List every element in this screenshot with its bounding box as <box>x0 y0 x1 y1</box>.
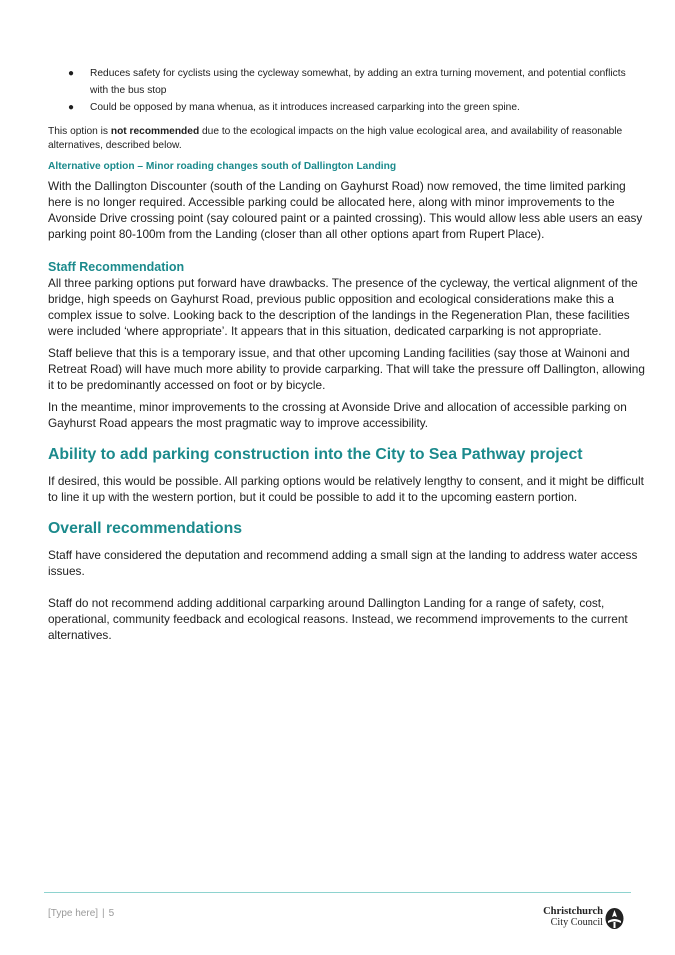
footer-divider <box>44 892 631 893</box>
alternative-option-text: With the Dallington Discounter (south of the Landing on Gayhurst Road) now removed, the time limited parking here is no longer required. Accessible parking could be allocated here, along with minor improvements to the Avonside Drive crossing point (say coloured paint or a painted crossing). This would allow less able users an easy parking point 80-100m from the Landing (closer than all other options apart from Rupert Place). <box>48 178 643 241</box>
page-number: 5 <box>108 908 115 919</box>
paragraph: In the meantime, minor improvements to the crossing at Avonside Drive and allocation of accessible parking on Gayhurst Road appears the most pragmatic way to improve accessibility. <box>48 399 627 430</box>
paragraph: Staff have considered the deputation and recommend adding a small sign at the landing to address water access issues. <box>48 547 638 578</box>
list-item: ● Could be opposed by mana whenua, as it introduces increased carparking into the green spine. <box>48 100 645 117</box>
logo-line1: Christchurch <box>543 906 603 917</box>
footer-separator: | <box>102 908 105 919</box>
footer-placeholder: [Type here] <box>48 908 99 919</box>
paragraph: All three parking options put forward have drawbacks. The presence of the cycleway, the vertical alignment of the bridge, high speeds on Gayhurst Road, previous public opposition and ecological considerations make this a complex issue to solve. Looking back to the description of the landings in the Regeneration Plan, these facilities were included ‘where appropriate’. It appears that in this situation, dedicated carparking is not appropriate. <box>48 275 638 338</box>
cathedral-emblem-icon <box>604 907 625 930</box>
bullet-icon: ● <box>68 102 75 113</box>
alternative-option-heading: Alternative option – Minor roading changes south of Dallington Landing <box>48 160 397 172</box>
main-content <box>48 66 645 643</box>
paragraph: Staff do not recommend adding additional carparking around Dallington Landing for a range of safety, cost, operational, community feedback and ecological reasons. Instead, we recommend improvements to the current alternatives. <box>48 595 628 642</box>
pathway-section-heading: Ability to add parking construction into the City to Sea Pathway project <box>48 445 583 463</box>
bullet-icon: ● <box>68 68 75 79</box>
emphasis-text: not recommended <box>110 125 200 137</box>
paragraph: Staff believe that this is a temporary issue, and that other upcoming Landing facilities (say those at Wainoni and Retreat Road) will have much more ability to provide carparking. That will take the pressure off Dallington, allowing it to be predominantly accessed on foot or by bicycle. <box>48 345 645 392</box>
overall-recommendations-heading: Overall recommendations <box>48 519 243 537</box>
logo-line2: City Council <box>550 917 603 928</box>
footer-text <box>48 908 114 919</box>
staff-recommendation-heading: Staff Recommendation <box>48 259 185 274</box>
option-note: This option is not recommended due to the ecological impacts on the high value ecological area, and availability of reasonable alternatives, described below. <box>48 125 623 151</box>
paragraph: If desired, this would be possible. All parking options would be relatively lengthy to consent, and it might be difficult to line it up with the western portion, but it could be possible to add it to the upcoming eastern portion. <box>48 473 644 504</box>
consequence-list <box>48 66 645 117</box>
council-logo <box>542 906 627 932</box>
list-item: ● Reduces safety for cyclists using the cycleway somewhat, by adding an extra turning movement, and potential conflicts with the bus stop <box>68 68 626 96</box>
